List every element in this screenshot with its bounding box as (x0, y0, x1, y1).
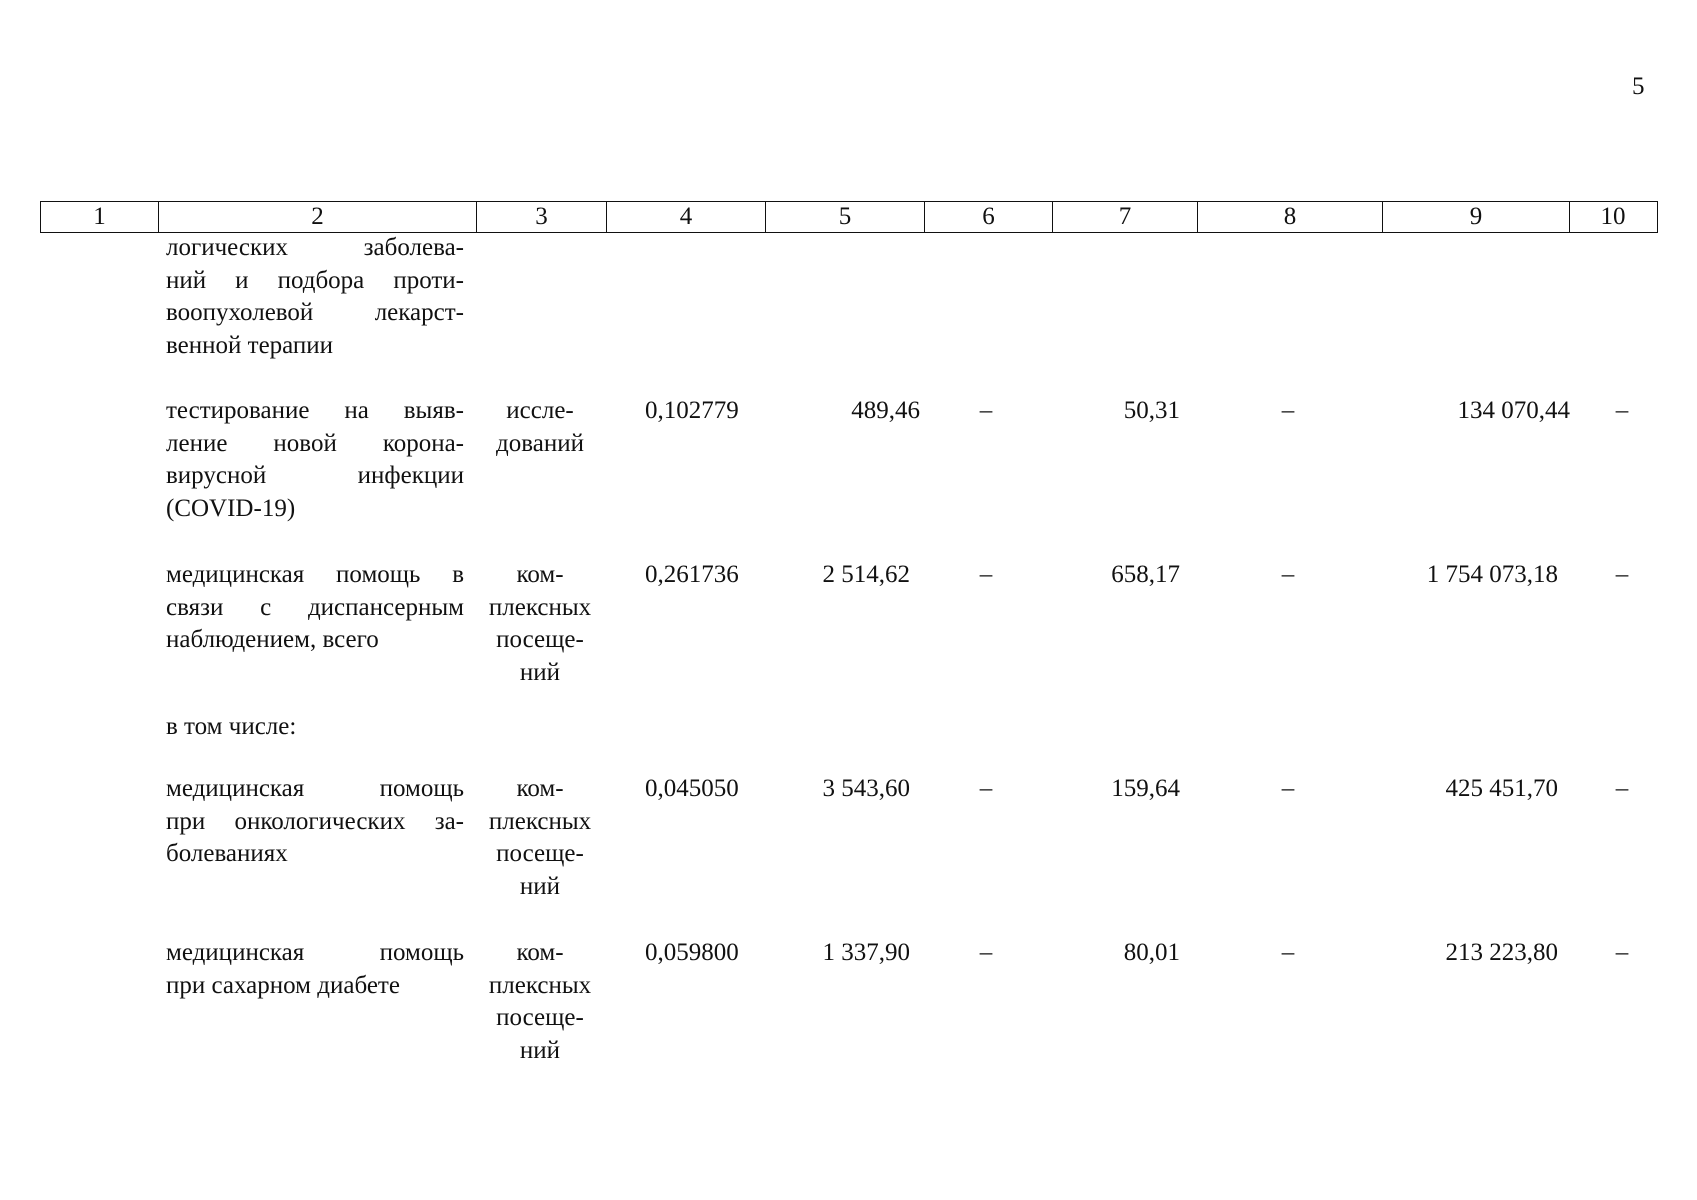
row-unit (475, 773, 605, 903)
row-col9-value: 1 754 073,18 (1426, 561, 1558, 588)
row-description (166, 559, 464, 657)
row-col7-value: 658,17 (1111, 561, 1180, 588)
column-header-9: 9 (1382, 202, 1569, 232)
row-col10-value: – (1615, 397, 1629, 424)
row-description-line: медицинская помощь (166, 775, 464, 802)
page-number: 5 (1632, 73, 1645, 100)
column-header-2: 2 (158, 202, 476, 232)
row-description-line: ление новой корона- (166, 429, 464, 457)
row-unit-line: посеще- (496, 840, 584, 867)
row-unit-line: ний (519, 658, 561, 686)
row-description-line: вирусной инфекции (166, 462, 464, 489)
row-description-line: тестирование на выяв- (166, 397, 464, 424)
row-col10-value: – (1615, 939, 1629, 966)
row-col9-value: 134 070,44 (1457, 397, 1570, 424)
row-col4-value: 0,261736 (645, 561, 739, 588)
row-description-line: при сахарном диабете (166, 971, 400, 999)
row-description (166, 773, 464, 871)
row-col6-value: – (979, 397, 993, 424)
row-description (166, 395, 464, 525)
row-col10-value: – (1615, 775, 1629, 802)
row-unit-line: иссле- (506, 397, 574, 424)
row-col5-value: 3 543,60 (822, 775, 910, 802)
subheading: в том числе: (166, 713, 297, 740)
row-col4-value: 0,059800 (645, 939, 739, 966)
continuation-line: логических заболева- (166, 234, 464, 261)
column-header-6: 6 (924, 202, 1052, 232)
row-unit-line: ний (519, 1036, 561, 1064)
row-col4-value: 0,045050 (645, 775, 739, 802)
row-unit-line: ком- (516, 939, 564, 966)
row-unit (475, 937, 605, 1067)
row-description (166, 937, 464, 1002)
column-header-4: 4 (606, 202, 765, 232)
row-description-line: связи с диспансерным (166, 593, 464, 621)
column-header-7: 7 (1052, 202, 1197, 232)
row-description-line: медицинская помощь в (166, 561, 464, 588)
row-unit-line: плексных (488, 593, 592, 621)
continuation-line: ний и подбора проти- (166, 266, 464, 294)
row-col4-value: 0,102779 (645, 397, 739, 424)
row-col6-value: – (979, 561, 993, 588)
row-col6-value: – (979, 939, 993, 966)
column-header-5: 5 (765, 202, 924, 232)
row-unit-line: ком- (516, 561, 564, 588)
row-unit-line: плексных (488, 971, 592, 999)
row-unit-line: посеще- (496, 1004, 584, 1031)
row-col7-value: 159,64 (1111, 775, 1180, 802)
row-unit-line: посеще- (496, 626, 584, 653)
row-col8-value: – (1281, 397, 1295, 424)
row-col9-value: 425 451,70 (1445, 775, 1558, 802)
row-col5-value: 2 514,62 (822, 561, 910, 588)
row-col8-value: – (1281, 561, 1295, 588)
column-header-8: 8 (1197, 202, 1382, 232)
row-col7-value: 80,01 (1123, 939, 1180, 966)
continuation-line: воопухолевой лекарст- (166, 299, 464, 326)
row-col9-value: 213 223,80 (1445, 939, 1558, 966)
row-col5-value: 489,46 (851, 397, 920, 424)
row-description-line: наблюдением, всего (166, 626, 379, 653)
row-unit-line: плексных (488, 807, 592, 835)
column-number-header (40, 201, 1658, 233)
row-col5-value: 1 337,90 (822, 939, 910, 966)
row-unit-line: ком- (516, 775, 564, 802)
row-unit-line: дований (496, 429, 584, 457)
row-unit-line: ний (519, 872, 561, 900)
row-col6-value: – (979, 775, 993, 802)
column-header-1: 1 (93, 203, 106, 230)
column-header-3: 3 (476, 202, 606, 232)
row-description-line: болеваниях (166, 840, 288, 867)
column-header-10: 10 (1569, 202, 1656, 232)
row-col10-value: – (1615, 561, 1629, 588)
row-description-line: медицинская помощь (166, 939, 464, 966)
row-col7-value: 50,31 (1123, 397, 1180, 424)
row-unit (475, 559, 605, 689)
continuation-description (166, 232, 464, 362)
row-unit (475, 395, 605, 460)
row-col8-value: – (1281, 775, 1295, 802)
row-description-line: (COVID-19) (166, 494, 296, 522)
row-description-line: при онкологических за- (166, 807, 464, 835)
row-col8-value: – (1281, 939, 1295, 966)
continuation-line: венной терапии (166, 331, 334, 359)
